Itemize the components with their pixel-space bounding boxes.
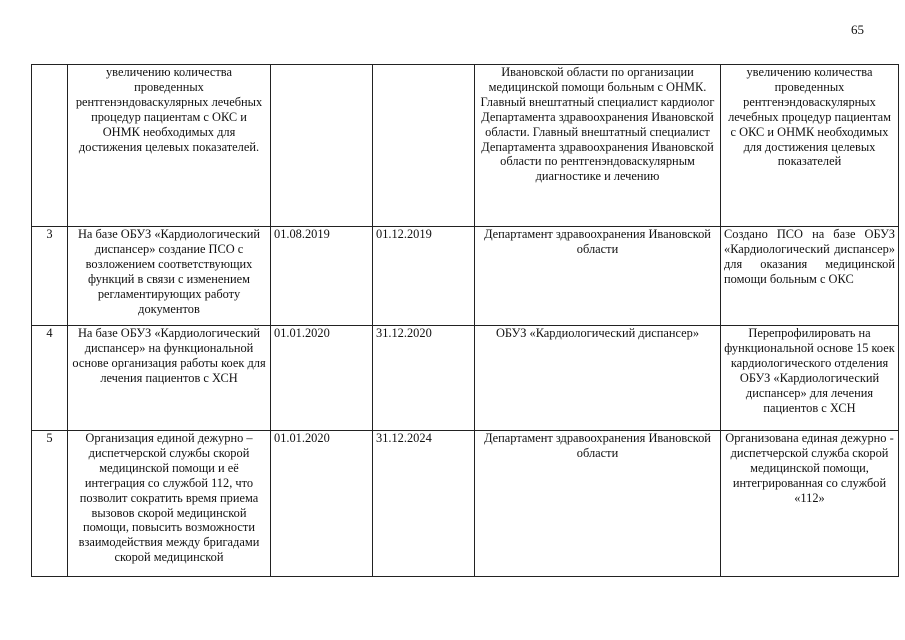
start-date-cell: 01.01.2020 <box>271 326 373 431</box>
row-number-cell <box>32 65 68 227</box>
end-date-cell: 31.12.2020 <box>373 326 475 431</box>
end-date-cell: 01.12.2019 <box>373 227 475 326</box>
result-cell: увеличению количества проведенных рентгенэндоваскулярных лечебных процедур пациентам с ОКС и ОНМК необходимых для достижения целевых показателей <box>721 65 899 227</box>
action-cell: Организация единой дежурно – диспетчерской службы скорой медицинской помощи и её интеграция со службой 112, что позволит сократить время приема вызовов скорой медицинской помощи, повысить возможности взаимодействия между бригадами скорой медицинской <box>68 431 271 577</box>
table-row <box>32 326 899 431</box>
row-number-cell: 5 <box>32 431 68 577</box>
end-date-cell <box>373 65 475 227</box>
action-cell: На базе ОБУЗ «Кардиологический диспансер» на функциональной основе организация работы коек для лечения пациентов с ХСН <box>68 326 271 431</box>
responsible-cell: ОБУЗ «Кардиологический диспансер» <box>475 326 721 431</box>
start-date-cell: 01.08.2019 <box>271 227 373 326</box>
start-date-cell: 01.01.2020 <box>271 431 373 577</box>
result-cell: Организована единая дежурно - диспетчерской служба скорой медицинской помощи, интегрированная со службой «112» <box>721 431 899 577</box>
table-row <box>32 227 899 326</box>
measures-table <box>31 64 899 577</box>
page-number: 65 <box>851 22 864 37</box>
result-cell: Создано ПСО на базе ОБУЗ «Кардиологический диспансер» для оказания медицинской помощи больным с ОКС <box>721 227 899 326</box>
responsible-cell: Департамент здравоохранения Ивановской области <box>475 227 721 326</box>
table-row <box>32 65 899 227</box>
row-number-cell: 4 <box>32 326 68 431</box>
result-cell: Перепрофилировать на функциональной основе 15 коек кардиологического отделения ОБУЗ «Кардиологический диспансер» для лечения пациентов с ХСН <box>721 326 899 431</box>
responsible-cell: Департамент здравоохранения Ивановской области <box>475 431 721 577</box>
responsible-cell: Ивановской области по организации медицинской помощи больным с ОНМК. Главный внештатный специалист кардиолог Департамента здравоохранения Ивановской области. Главный внештатный специалист Департамента здравоохранения Ивановской области по рентгенэндоваскулярным диагностике и лечению <box>475 65 721 227</box>
end-date-cell: 31.12.2024 <box>373 431 475 577</box>
action-cell: увеличению количества проведенных рентгенэндоваскулярных лечебных процедур пациентам с ОКС и ОНМК необходимых для достижения целевых показателей. <box>68 65 271 227</box>
action-cell: На базе ОБУЗ «Кардиологический диспансер» создание ПСО с возложением соответствующих функций в связи с изменением регламентирующих работу документов <box>68 227 271 326</box>
table-row <box>32 431 899 577</box>
start-date-cell <box>271 65 373 227</box>
row-number-cell: 3 <box>32 227 68 326</box>
